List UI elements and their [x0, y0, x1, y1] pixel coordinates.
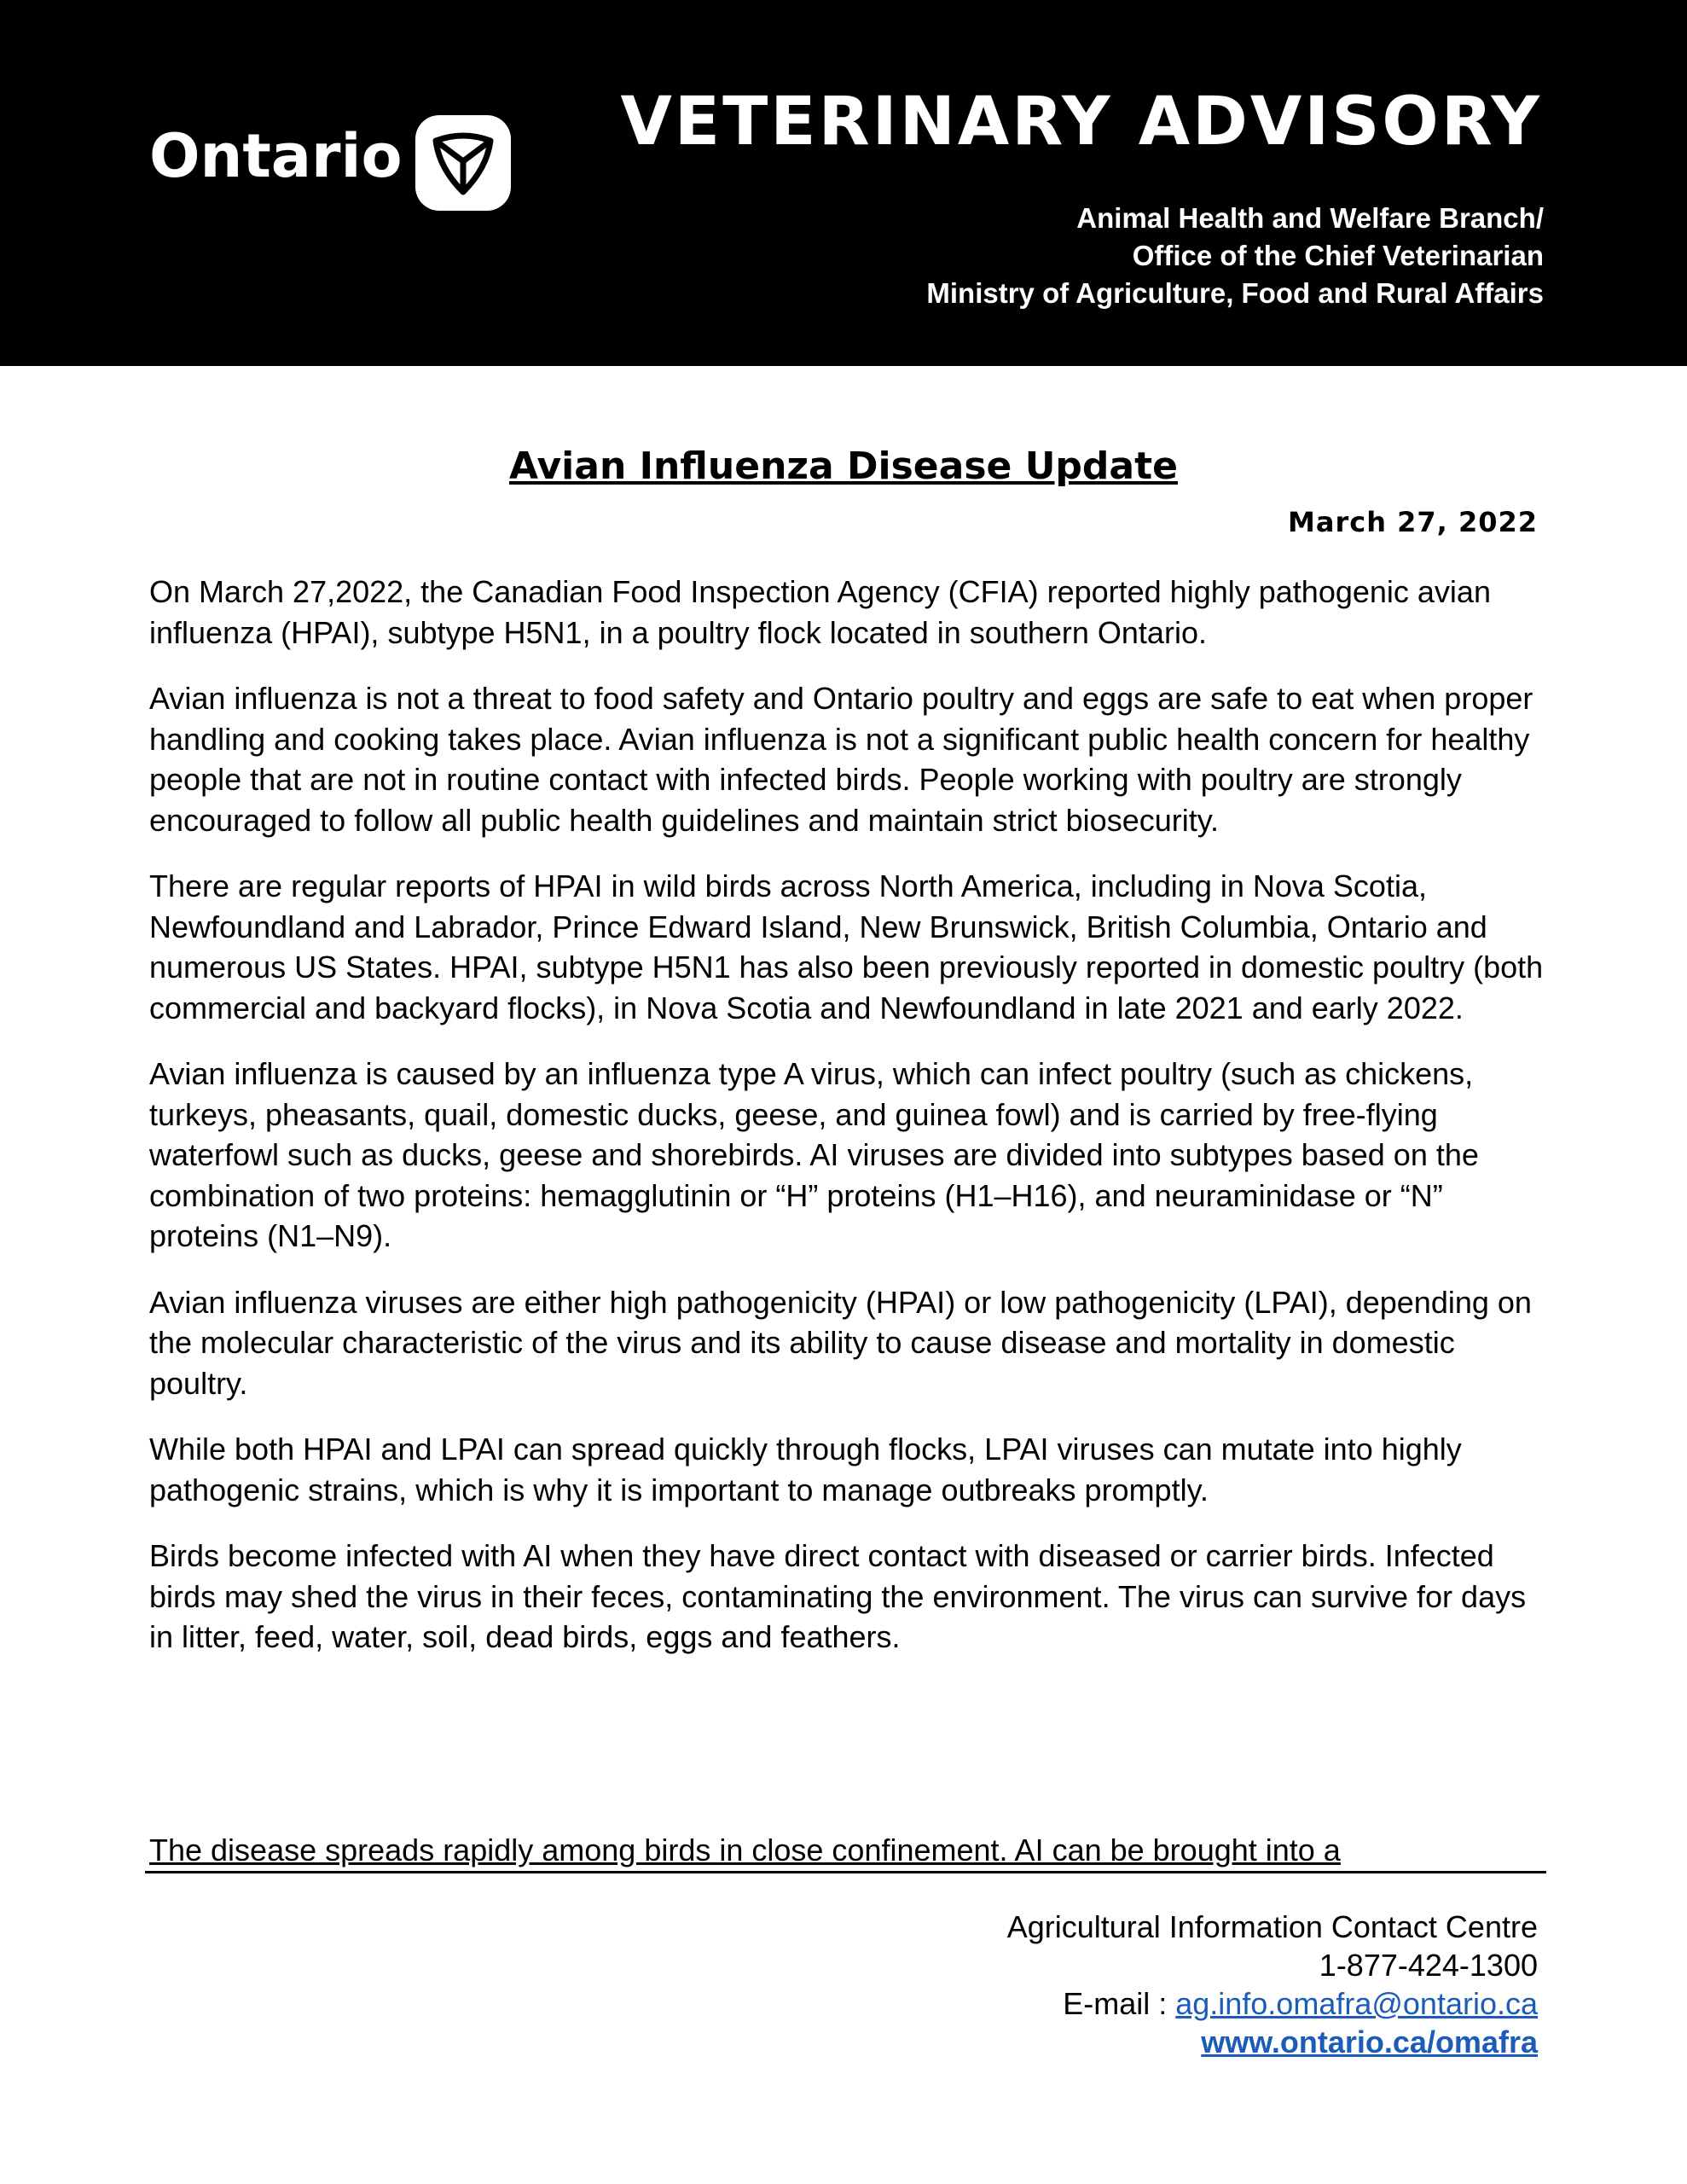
- contact-block: [1007, 1908, 1538, 2061]
- email-label: E-mail :: [1063, 1986, 1176, 2021]
- paragraph: Avian influenza is caused by an influenza type A virus, which can infect poultry (such as chickens, turkeys, pheasants, quail, domestic ducks, geese, and guinea fowl) and is carried by free-flying waterfowl such as ducks, geese and shorebirds. AI viruses are divided into subtypes based on the combination of two proteins: hemagglutinin or “H” proteins (H1–H16), and neuraminidase or “N” proteins (N1–N9).: [149, 1056, 1479, 1253]
- paragraph: Birds become infected with AI when they have direct contact with diseased or carrier birds. Infected birds may shed the virus in their feces, contaminating the environment. The virus can survive for days in litter, feed, water, soil, dead birds, eggs and feathers.: [149, 1538, 1527, 1654]
- paragraph: Avian influenza is not a threat to food safety and Ontario poultry and eggs are safe to eat when proper handling and cooking takes place. Avian influenza is not a significant public health concern for healthy people that are not in routine contact with infected birds. People working with poultry are strongly encouraged to follow all public health guidelines and maintain strict biosecurity.: [149, 681, 1533, 838]
- paragraph: On March 27,2022, the Canadian Food Inspection Agency (CFIA) reported highly pathogenic avian influenza (HPAI), subtype H5N1, in a poultry flock located in southern Ontario.: [149, 574, 1491, 650]
- ministry-line: Ministry of Agriculture, Food and Rural Affairs: [926, 277, 1544, 309]
- email-link[interactable]: ag.info.omafra@ontario.ca: [1175, 1986, 1538, 2021]
- contact-website-row: [1007, 2023, 1538, 2061]
- office-line: Office of the Chief Veterinarian: [1132, 240, 1544, 271]
- contact-phone: 1-877-424-1300: [1319, 1948, 1538, 1983]
- website-link[interactable]: www.ontario.ca/omafra: [1201, 2024, 1538, 2059]
- continued-paragraph: The disease spreads rapidly among birds in close confinement. AI can be brought into a: [145, 1832, 1546, 1873]
- trillium-icon: [415, 115, 511, 211]
- contact-email-row: [1007, 1984, 1538, 2023]
- branch-info: [926, 200, 1544, 312]
- advisory-header: [0, 0, 1687, 366]
- document-body: [149, 572, 1548, 1683]
- ontario-logo-text: Ontario: [149, 121, 403, 191]
- contact-centre-name: Agricultural Information Contact Centre: [1006, 1909, 1538, 1944]
- paragraph: Avian influenza viruses are either high pathogenicity (HPAI) or low pathogenicity (LPAI), depending on the molecular characteristic of the virus and its ability to cause disease and mortality in domestic poultry.: [149, 1284, 1532, 1401]
- document-date: March 27, 2022: [1288, 506, 1538, 538]
- advisory-title: VETERINARY ADVISORY: [620, 84, 1542, 160]
- paragraph: While both HPAI and LPAI can spread quickly through flocks, LPAI viruses can mutate into highly pathogenic strains, which is why it is important to manage outbreaks promptly.: [149, 1432, 1462, 1507]
- branch-line: Animal Health and Welfare Branch/: [1076, 202, 1544, 234]
- document-title: Avian Influenza Disease Update: [509, 444, 1178, 488]
- paragraph: There are regular reports of HPAI in wild birds across North America, including in Nova Scotia, Newfoundland and Labrador, Prince Edward Island, New Brunswick, British Columbia, Ontario and numerous US States. HPAI, subtype H5N1 has also been previously reported in domestic poultry (both commercial and backyard flocks), in Nova Scotia and Newfoundland in late 2021 and early 2022.: [149, 868, 1544, 1025]
